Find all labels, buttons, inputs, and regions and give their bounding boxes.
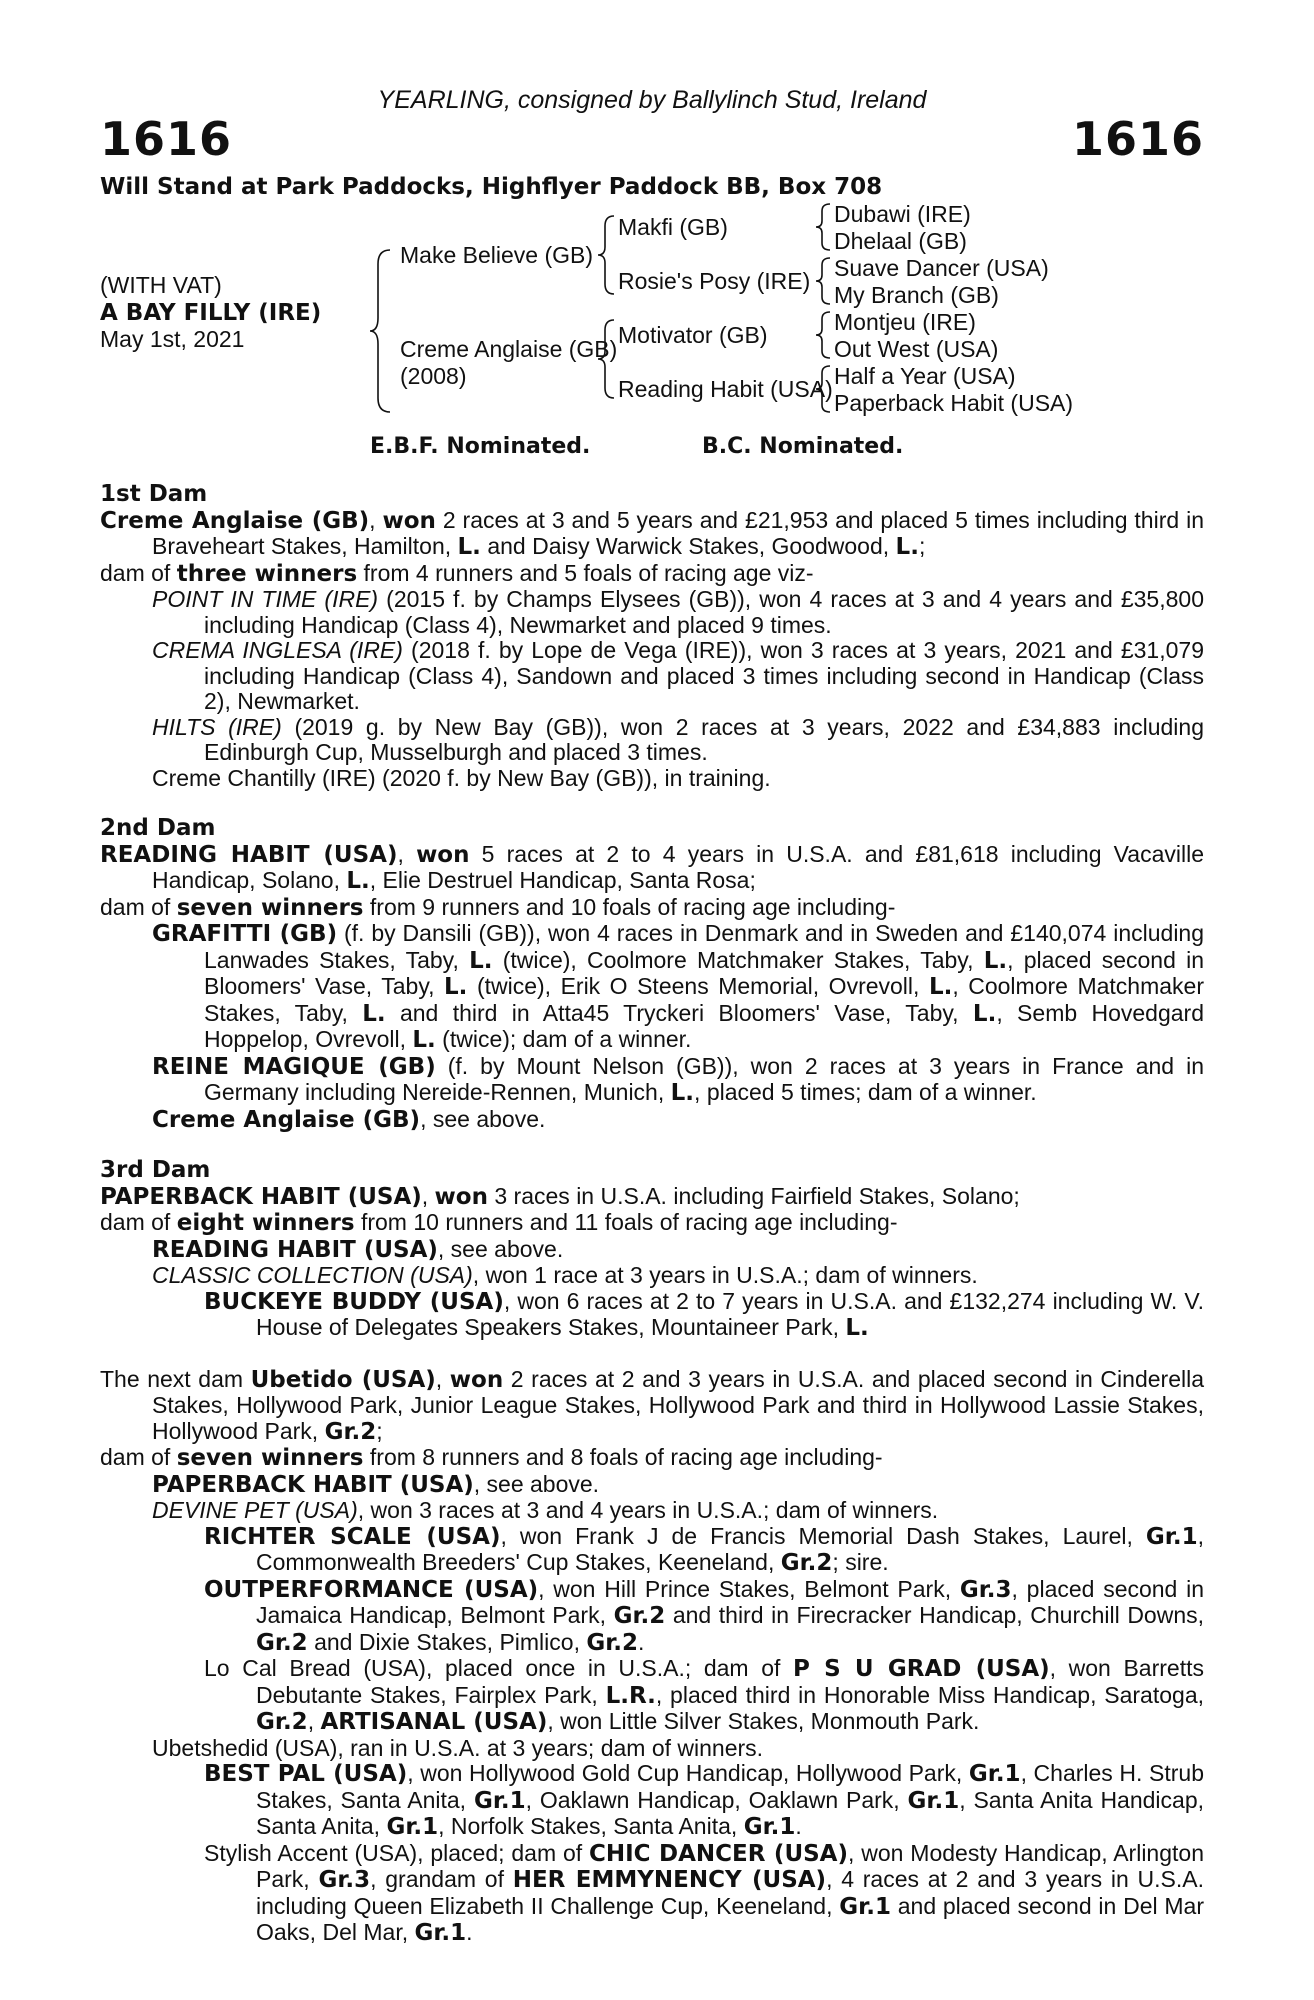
third-dam-produce-summary: dam of eight winners from 10 runners and 11 foals of racing age including- xyxy=(100,1209,898,1236)
first-dam-heading: 1st Dam xyxy=(100,481,208,507)
pedigree-brace-ss xyxy=(814,202,832,252)
third-dam-heading: 3rd Dam xyxy=(100,1157,211,1183)
next-dam-grand-foal: RICHTER SCALE (USA), won Frank J de Francis Memorial Dash Stakes, Laurel, Gr.1, Commonwealth Breeders' Cup Stakes, Keeneland, Gr.2; sire. xyxy=(204,1522,1204,1576)
first-dam-foal: Creme Chantilly (IRE) (2020 f. by New Bay (GB)), in training. xyxy=(152,764,771,791)
second-dam-foal: REINE MAGIQUE (GB) (f. by Mount Nelson (GB)), won 2 races at 3 years in France and in Germany including Nereide-Rennen, Munich, L., placed 5 times; dam of a winner. xyxy=(152,1052,1204,1106)
pedigree-sire-dam: Rosie's Posy (IRE) xyxy=(618,268,811,294)
second-dam-foal: GRAFITTI (GB) (f. by Dansili (GB)), won 4 races in Denmark and in Sweden and £140,074 including Lanwades Stakes, Taby, L. (twice), Coolmore Matchmaker Stakes, Taby, L., placed second in Bloomers' Vase, Taby, L. (twice), Erik O Steens Memorial, Ovrevoll, L., Coolmore Matchmaker Stakes, Taby, L. and third in Atta45 Tryckeri Bloomers' Vase, Taby, L., Semb Hovedgard Hoppelop, Ovrevoll, L. (twice); dam of a winner. xyxy=(152,920,1205,1053)
pedigree-dsd: Out West (USA) xyxy=(834,336,999,362)
pedigree-brace-ds xyxy=(814,310,832,360)
pedigree-sss: Dubawi (IRE) xyxy=(834,201,971,227)
first-dam-foal: POINT IN TIME (IRE) (2015 f. by Champs Elysees (GB)), won 4 races at 3 and 4 years and £35,800 including Handicap (Class 4), Newmarket and placed 9 times. xyxy=(152,586,1204,638)
stand-location: Will Stand at Park Paddocks, Highflyer Paddock BB, Box 708 xyxy=(100,174,883,200)
pedigree-sdd: My Branch (GB) xyxy=(834,282,999,308)
pedigree-brace-dam xyxy=(596,318,616,400)
first-dam-produce-summary: dam of three winners from 4 runners and 5 foals of racing age viz- xyxy=(100,559,814,587)
pedigree-brace-main xyxy=(368,248,392,414)
second-dam-foal: Creme Anglaise (GB), see above. xyxy=(152,1105,546,1133)
bc-nomination: B.C. Nominated. xyxy=(702,434,904,459)
pedigree-dam-dam: Reading Habit (USA) xyxy=(618,376,833,402)
next-dam-grand-foal: OUTPERFORMANCE (USA), won Hill Prince Stakes, Belmont Park, Gr.3, placed second in Jamaica Handicap, Belmont Park, Gr.2 and third in Firecracker Handicap, Churchill Downs, Gr.2 and Dixie Stakes, Pimlico, Gr.2. xyxy=(204,1575,1205,1656)
next-dam-produce-summary: dam of seven winners from 8 runners and 8 foals of racing age including- xyxy=(100,1444,883,1471)
pedigree-dam-year: (2008) xyxy=(400,363,467,389)
third-dam-grand-foal: BUCKEYE BUDDY (USA), won 6 races at 2 to 7 years in U.S.A. and £132,274 including W. V. House of Delegates Speakers Stakes, Mountaineer Park, L. xyxy=(204,1287,1204,1341)
next-dam-foal: Ubetshedid (USA), ran in U.S.A. at 3 years; dam of winners. xyxy=(152,1734,764,1761)
second-dam-heading: 2nd Dam xyxy=(100,815,216,841)
pedigree-dds: Half a Year (USA) xyxy=(834,363,1016,389)
first-dam-foal: HILTS (IRE) (2019 g. by New Bay (GB)), won 2 races at 3 years, 2022 and £34,883 including Edinburgh Cup, Musselburgh and placed 3 times. xyxy=(152,713,1204,765)
pedigree-dam: Creme Anglaise (GB) xyxy=(400,336,618,362)
vat-note: (WITH VAT) xyxy=(100,272,222,298)
pedigree-brace-dd xyxy=(814,364,832,414)
pedigree-dss: Montjeu (IRE) xyxy=(834,309,976,335)
pedigree-brace-sd xyxy=(814,256,832,306)
lot-number-left: 1616 xyxy=(100,112,233,166)
horse-dob: May 1st, 2021 xyxy=(100,326,245,352)
horse-name: A BAY FILLY (IRE) xyxy=(100,300,322,326)
catalogue-page xyxy=(100,0,1204,2000)
pedigree-dam-sire: Motivator (GB) xyxy=(618,322,768,348)
pedigree-brace-sire xyxy=(596,214,616,296)
next-dam-foal: PAPERBACK HABIT (USA), see above. xyxy=(152,1470,600,1498)
consignment-line: YEARLING, consigned by Ballylinch Stud, Ireland xyxy=(377,86,927,114)
first-dam-record: Creme Anglaise (GB), won 2 races at 3 and 5 years and £21,953 and placed 5 times including third in Braveheart Stakes, Hamilton, L. and Daisy Warwick Stakes, Goodwood, L.; xyxy=(100,506,1204,560)
next-dam-grand-foal: BEST PAL (USA), won Hollywood Gold Cup Handicap, Hollywood Park, Gr.1, Charles H. Strub Stakes, Santa Anita, Gr.1, Oaklawn Handicap, Oaklawn Park, Gr.1, Santa Anita Handicap, Santa Anita, Gr.1, Norfolk Stakes, Santa Anita, Gr.1. xyxy=(204,1760,1205,1840)
pedigree-ssd: Dhelaal (GB) xyxy=(834,228,967,254)
pedigree-ddd: Paperback Habit (USA) xyxy=(834,390,1074,416)
catalogue-body xyxy=(100,482,1204,1947)
third-dam-foal: CLASSIC COLLECTION (USA), won 1 race at 3 years in U.S.A.; dam of winners. xyxy=(152,1262,978,1288)
first-dam-foal: CREMA INGLESA (IRE) (2018 f. by Lope de Vega (IRE)), won 3 races at 3 years, 2021 and £31,079 including Handicap (Class 4), Sandown and placed 3 times including second in Handicap (Class 2), Newmarket. xyxy=(152,637,1204,714)
pedigree-sire: Make Believe (GB) xyxy=(400,242,594,268)
ebf-nomination: E.B.F. Nominated. xyxy=(370,434,591,459)
third-dam-record: PAPERBACK HABIT (USA), won 3 races in U.S.A. including Fairfield Stakes, Solano; xyxy=(100,1182,1020,1210)
next-dam-foal: DEVINE PET (USA), won 3 races at 3 and 4 years in U.S.A.; dam of winners. xyxy=(152,1497,939,1523)
next-dam-record: The next dam Ubetido (USA), won 2 races at 2 and 3 years in U.S.A. and placed second in Cinderella Stakes, Hollywood Park, Junior League Stakes, Hollywood Park and third in Hollywood Lassie Stakes, Hollywood Park, Gr.2; xyxy=(100,1365,1204,1445)
pedigree-sire-sire: Makfi (GB) xyxy=(618,214,728,240)
lot-number-right: 1616 xyxy=(1071,112,1204,166)
second-dam-record: READING HABIT (USA), won 5 races at 2 to 4 years in U.S.A. and £81,618 including Vacaville Handicap, Solano, L., Elie Destruel Handicap, Santa Rosa; xyxy=(100,840,1205,894)
next-dam-grand-foal: Lo Cal Bread (USA), placed once in U.S.A.; dam of P S U GRAD (USA), won Barretts Debutante Stakes, Fairplex Park, L.R., placed third in Honorable Miss Handicap, Saratoga, Gr.2, ARTISANAL (USA), won Little Silver Stakes, Monmouth Park. xyxy=(204,1655,1204,1735)
next-dam-grand-foal: Stylish Accent (USA), placed; dam of CHIC DANCER (USA), won Modesty Handicap, Arlington Park, Gr.3, grandam of HER EMMYNENCY (USA), 4 races at 2 and 3 years in U.S.A. including Queen Elizabeth II Challenge Cup, Keeneland, Gr.1 and placed second in Del Mar Oaks, Del Mar, Gr.1. xyxy=(204,1839,1204,1946)
third-dam-foal: READING HABIT (USA), see above. xyxy=(152,1235,564,1263)
pedigree-sds: Suave Dancer (USA) xyxy=(834,255,1049,281)
second-dam-produce-summary: dam of seven winners from 9 runners and 10 foals of racing age including- xyxy=(100,893,896,921)
